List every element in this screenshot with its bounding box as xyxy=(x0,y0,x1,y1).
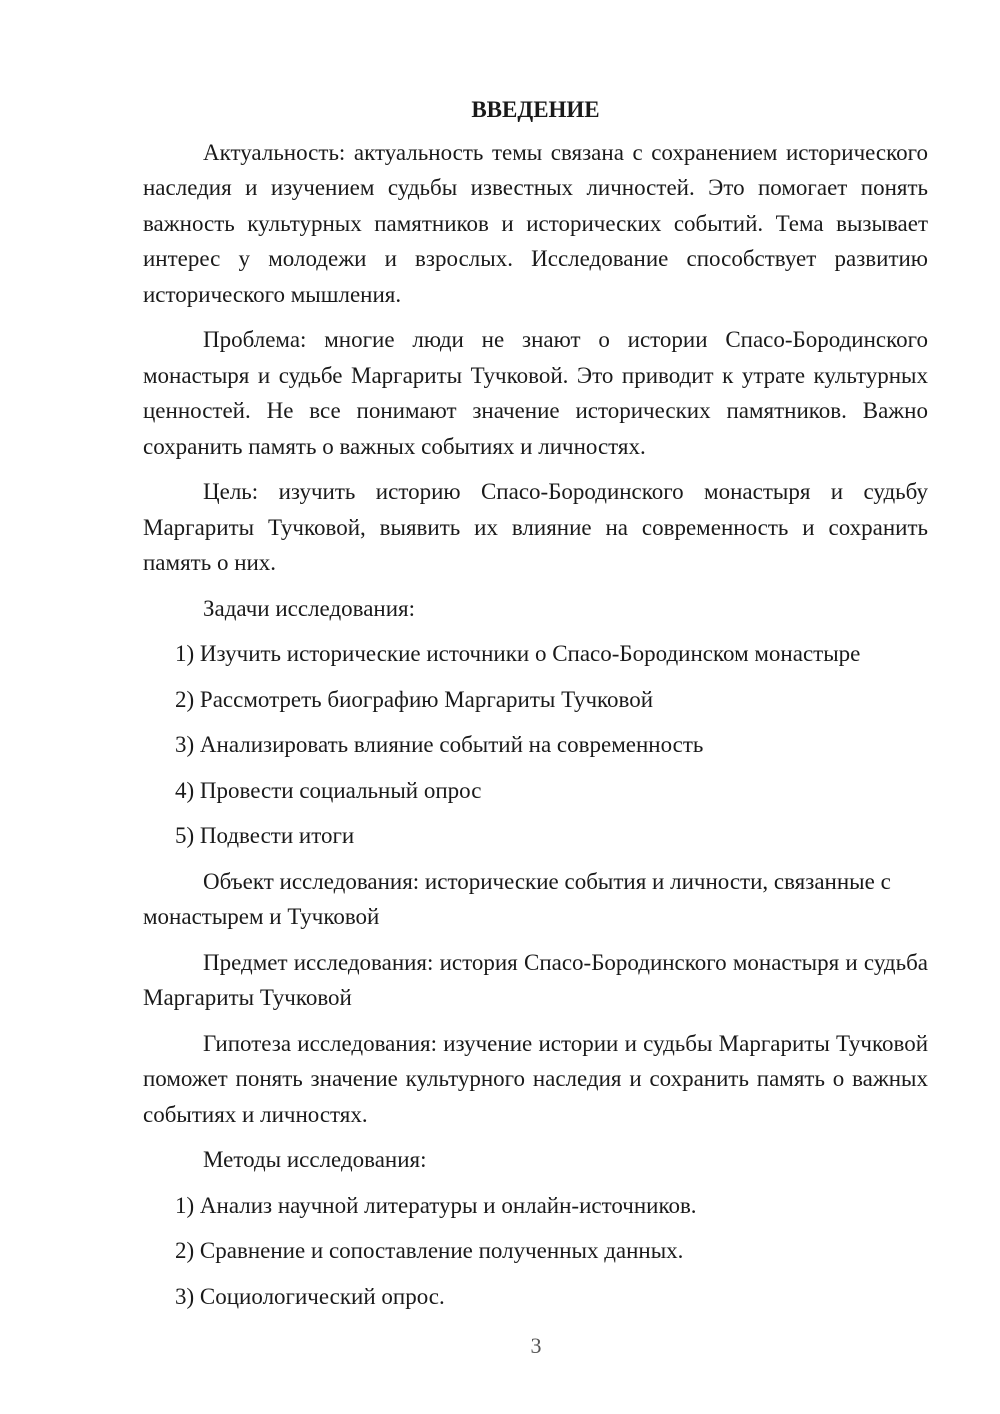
task-item: 5) Подвести итоги xyxy=(175,823,355,848)
methods-heading: Методы исследования: xyxy=(203,1147,427,1172)
page-content xyxy=(143,92,928,1324)
problem-paragraph: Проблема: многие люди не знают о истории Спасо-Бородинского монастыря и судьбе Маргариты Тучковой. Это приводит к утрате культурных ценностей. Не все понимают значение исторических памятников. Важно сохранить память о важных событиях и личностях. xyxy=(143,327,928,459)
subject-paragraph: Предмет исследования: история Спасо-Бородинского монастыря и судьба Маргариты Тучковой xyxy=(143,949,928,1010)
task-item: 1) Изучить исторические источники о Спасо-Бородинском монастыре xyxy=(175,641,861,666)
method-item: 1) Анализ научной литературы и онлайн-источников. xyxy=(175,1192,697,1218)
tasks-heading: Задачи исследования: xyxy=(203,595,416,621)
hypothesis-paragraph: Гипотеза исследования: изучение истории и судьбы Маргариты Тучковой поможет понять значение культурного наследия и сохранить память о важных событиях и личностях. xyxy=(143,1030,928,1127)
object-paragraph: Объект исследования: исторические события и личности, связанные с монастырем и Тучковой xyxy=(143,868,891,929)
task-item: 2) Рассмотреть биографию Маргариты Тучковой xyxy=(175,686,654,712)
task-item: 3) Анализировать влияние событий на современность xyxy=(175,732,704,757)
tasks-list xyxy=(143,636,928,854)
methods-list xyxy=(143,1188,928,1315)
task-item: 4) Провести социальный опрос xyxy=(175,777,482,803)
method-item: 3) Социологический опрос. xyxy=(175,1283,445,1309)
goal-paragraph: Цель: изучить историю Спасо-Бородинского монастыря и судьбу Маргариты Тучковой, выявить их влияние на современность и сохранить память о них. xyxy=(143,479,928,575)
page-title: ВВЕДЕНИЕ xyxy=(471,97,600,122)
page-number: 3 xyxy=(530,1333,542,1358)
method-item: 2) Сравнение и сопоставление полученных данных. xyxy=(175,1238,684,1263)
relevance-paragraph: Актуальность: актуальность темы связана с сохранением исторического наследия и изучением судьбы известных личностей. Это помогает понять важность культурных памятников и исторических событий. Тема вызывает интерес у молодежи и взрослых. Исследование способствует развитию исторического мышления. xyxy=(143,139,928,307)
